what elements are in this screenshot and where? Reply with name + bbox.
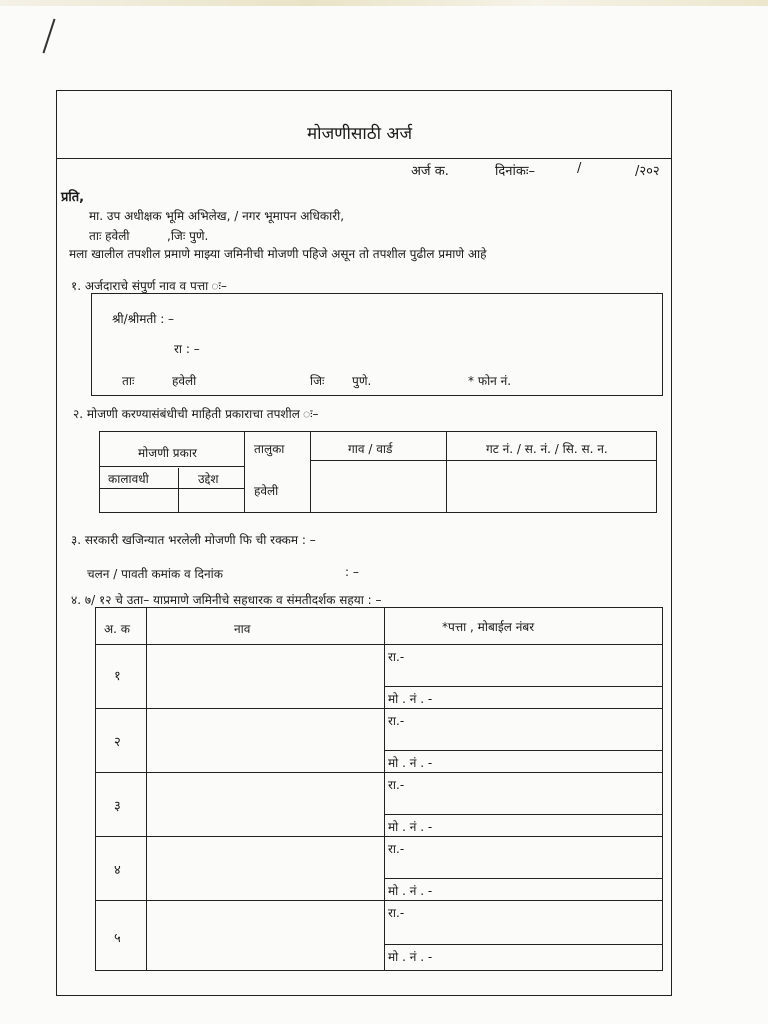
column-duration: कालावधी xyxy=(108,472,149,486)
table-row-divider xyxy=(96,900,662,901)
row-mobile-label: मो . नं . - xyxy=(388,756,433,770)
column-name: नाव xyxy=(234,622,251,636)
application-form xyxy=(56,90,672,996)
column-measurement-type: मोजणी प्रकार xyxy=(138,446,197,460)
column-survey-number: गट नं. / स. नं. / सि. स. न. xyxy=(486,442,608,456)
table-subrow-divider xyxy=(384,878,662,879)
coholders-table xyxy=(95,607,663,971)
row-mobile-label: मो . नं . - xyxy=(388,884,433,898)
table-header-divider xyxy=(96,644,662,645)
row-address-label: रा.- xyxy=(388,906,405,920)
applicant-address-field: रा : – xyxy=(174,342,200,356)
applicant-district-label: जिः xyxy=(310,374,325,388)
addressee-officer: मा. उप अधीक्षक भूमि अभिलेख, / नगर भूमापन अधिकारी, xyxy=(89,209,345,223)
taluka-value: हवेली xyxy=(254,484,279,498)
table-subrow-divider xyxy=(384,944,662,945)
row-serial: ३ xyxy=(114,799,121,814)
row-address-label: रा.- xyxy=(388,714,405,728)
row-mobile-label: मो . नं . - xyxy=(388,950,433,964)
section1-heading: १. अर्जदाराचे संपुर्ण नाव व पत्ता ः– xyxy=(71,279,227,293)
pen-mark xyxy=(42,19,55,54)
column-village-ward: गाव / वार्ड xyxy=(348,442,393,456)
title-divider xyxy=(57,158,671,159)
table-subrow-divider xyxy=(384,750,662,751)
row-serial: ५ xyxy=(114,931,121,946)
row-serial: २ xyxy=(114,735,121,750)
addressee-taluka: ताः हवेली xyxy=(89,229,130,243)
section3-heading: ३. सरकारी खजिन्यात भरलेली मोजणी फि ची रक्कम : – xyxy=(71,533,316,547)
column-address-mobile: *पत्ता , मोबाईल नंबर xyxy=(442,620,535,634)
table-subrow-divider xyxy=(384,814,662,815)
applicant-taluka-label: ताः xyxy=(122,374,135,388)
applicant-taluka-value: हवेली xyxy=(172,374,197,388)
prati-label: प्रति, xyxy=(61,190,85,205)
table-col-divider xyxy=(178,468,179,512)
applicant-name-field: श्री/श्रीमती : – xyxy=(112,312,175,326)
date-year: /२०२ xyxy=(635,164,660,179)
row-serial: १ xyxy=(114,669,121,684)
challan-label: चलन / पावती कमांक व दिनांक xyxy=(87,567,223,581)
applicant-district-value: पुणे. xyxy=(352,374,372,388)
table-subrow-divider xyxy=(384,686,662,687)
column-purpose: उद्देश xyxy=(198,472,219,486)
row-mobile-label: मो . नं . - xyxy=(388,692,433,706)
row-address-label: रा.- xyxy=(388,842,405,856)
table-row-divider xyxy=(96,772,662,773)
addressee-district: ,जिः पुणे. xyxy=(167,229,209,243)
date-separator: / xyxy=(577,161,582,176)
table-col-divider xyxy=(384,608,385,970)
table-row-divider xyxy=(310,460,656,461)
table-col-divider xyxy=(446,432,447,512)
request-statement: मला खालील तपशील प्रमाणे माझ्या जमिनीची मोजणी पहिजे असून तो तपशील पुढील प्रमाणे आहे xyxy=(69,247,487,261)
row-address-label: रा.- xyxy=(388,650,405,664)
table-col-divider xyxy=(244,432,245,512)
column-taluka: तालुका xyxy=(254,442,285,456)
form-title: मोजणीसाठी अर्ज xyxy=(307,124,413,144)
date-label: दिनांकः– xyxy=(495,164,535,179)
application-number-label: अर्ज क. xyxy=(411,164,449,179)
column-serial: अ. क xyxy=(104,622,131,636)
table-row-divider xyxy=(100,466,244,467)
row-mobile-label: मो . नं . - xyxy=(388,820,433,834)
table-row-divider xyxy=(96,836,662,837)
measurement-details-table xyxy=(99,431,657,513)
section4-heading: ४. ७/ १२ चे उता– याप्रमाणे जमिनीचे सहधारक व संमतीदर्शक सहया : – xyxy=(71,593,382,607)
applicant-details-box xyxy=(91,293,663,396)
row-serial: ४ xyxy=(114,863,121,878)
table-col-divider xyxy=(310,432,311,512)
table-row-divider xyxy=(100,488,244,489)
table-row-divider xyxy=(96,708,662,709)
challan-colon: : – xyxy=(345,565,359,579)
page-top-edge xyxy=(0,0,768,6)
section2-heading: २. मोजणी करण्यासंबंधीची माहिती प्रकाराचा तपशील ः– xyxy=(73,407,319,421)
applicant-phone-field: * फोन नं. xyxy=(468,374,512,388)
row-address-label: रा.- xyxy=(388,778,405,792)
table-col-divider xyxy=(146,608,147,970)
